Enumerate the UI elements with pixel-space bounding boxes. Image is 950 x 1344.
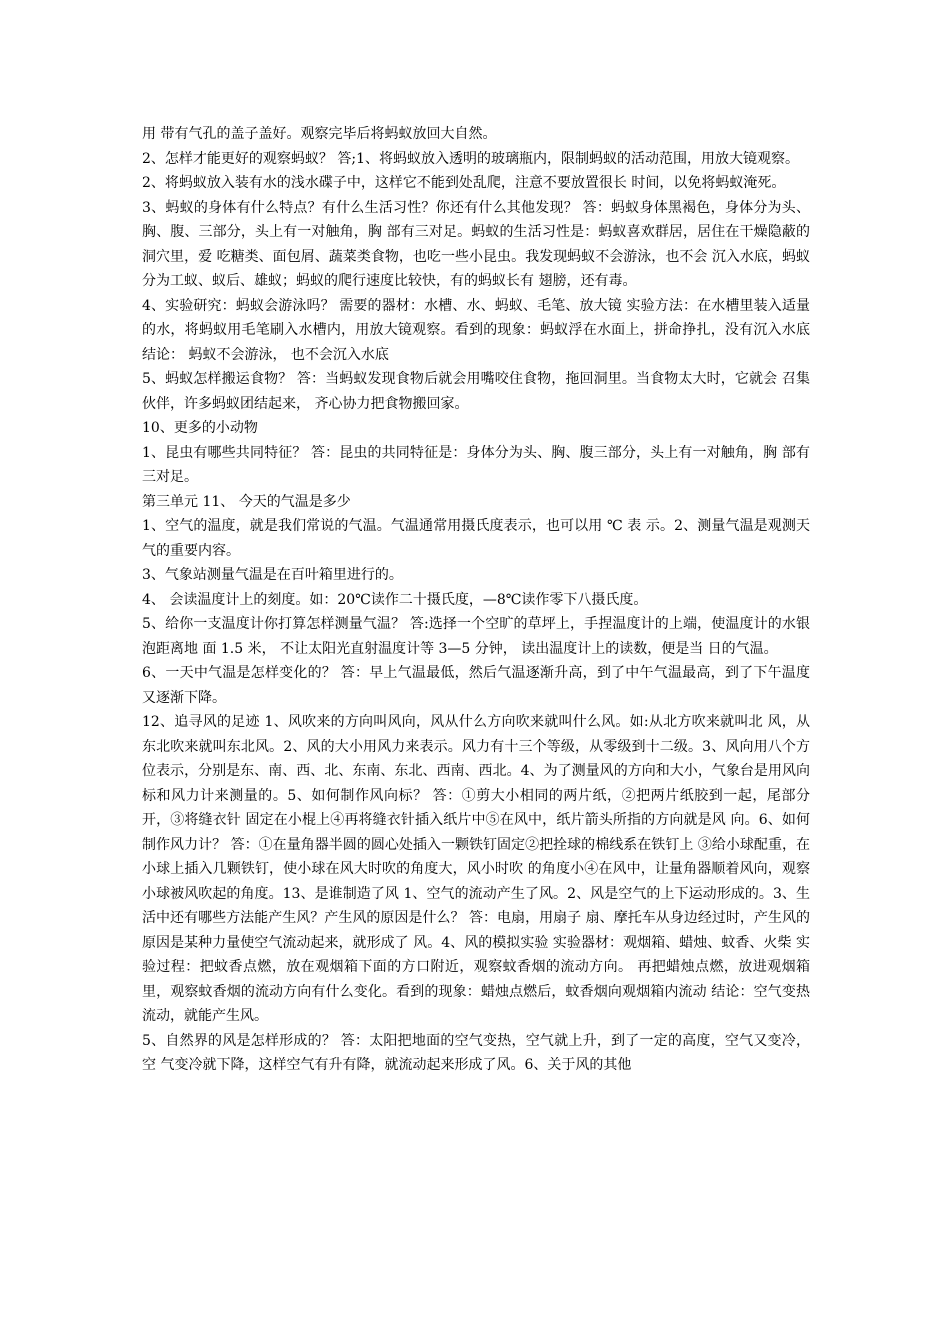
- paragraph: 5、给你一支温度计你打算怎样测量气温？ 答:选择一个空旷的草坪上，手捏温度计的上端，使温度计的水银泡距离地 面 1.5 米， 不让太阳光直射温度计等 3—5 分钟， 读出温度计上的读数，便是当 日的气温。: [142, 616, 810, 657]
- paragraph: 6、一天中气温是怎样变化的？ 答：早上气温最低，然后气温逐渐升高，到了中午气温最高，到了下午温度 又逐渐下降。: [142, 665, 810, 706]
- paragraph: 2、怎样才能更好的观察蚂蚁？ 答;1、将蚂蚁放入透明的玻璃瓶内，限制蚂蚁的活动范围，用放大镜观察。: [142, 150, 799, 167]
- document-body: [142, 122, 810, 1078]
- section-heading: 10、更多的小动物: [142, 420, 258, 436]
- paragraph: 用 带有气孔的盖子盖好。观察完毕后将蚂蚁放回大自然。: [142, 126, 497, 142]
- paragraph: 3、气象站测量气温是在百叶箱里进行的。: [142, 567, 403, 583]
- section-heading: 第三单元 11、 今天的气温是多少: [142, 493, 351, 510]
- paragraph: 5、自然界的风是怎样形成的？ 答：太阳把地面的空气变热，空气就上升，到了一定的高度，空气又变冷，空 气变冷就下降，这样空气有升有降，就流动起来形成了风。6、关于风的其他: [142, 1032, 810, 1073]
- paragraph: 4、实验研究：蚂蚁会游泳吗？ 需要的器材：水槽、水、蚂蚁、毛笔、放大镜 实验方法：在水槽里装入适量的水，将蚂蚁用毛笔刷入水槽内，用放大镜观察。看到的现象：蚂蚁浮在水面上，拼命挣扎，没有沉入水底 结论： 蚂蚁不会游泳， 也不会沉入水底: [142, 297, 810, 363]
- paragraph: 4、 会读温度计上的刻度。如：20℃读作二十摄氏度，—8℃读作零下八摄氏度。: [142, 591, 648, 608]
- paragraph: 1、昆虫有哪些共同特征？ 答：昆虫的共同特征是：身体分为头、胸、腹三部分，头上有一对触角，胸 部有三对足。: [142, 444, 810, 485]
- paragraph: 12、追寻风的足迹 1、风吹来的方向叫风向，风从什么方向吹来就叫什么风。如:从北方吹来就叫北 风，从东北吹来就叫东北风。2、风的大小用风力来表示。风力有十三个等级，从零级到十二级。3、风向用八个方位表示，分别是东、南、西、北、东南、东北、西南、西北。4、为了测量风的方向和大小，气象台是用风向标和风力计来测量的。5、如何制作风向标？ 答：①剪大小相同的两片纸，②把两片纸胶到一起，尾部分开，③将缝衣针 固定在小棍上④再将缝衣针插入纸片中⑤在风中，纸片箭头所指的方向就是风 向。6、如何制作风力计？ 答：①在量角器半圆的圆心处插入一颗铁钉固定②把拴球的棉线系在铁钉上 ③给小球配重，在小球上插入几颗铁钉，使小球在风大时吹的角度大，风小时吹 的角度小④在风中，让量角器顺着风向，观察小球被风吹起的角度。13、是谁制造了风 1、空气的流动产生了风。2、风是空气的上下运动形成的。3、生活中还有哪些方法能产生风？产生风的原因是什么？ 答：电扇，用扇子 扇、摩托车从身边经过时，产生风的原因是某种力量使空气流动起来，就形成了 风。4、风的模拟实验 实验器材：观烟箱、蜡烛、蚊香、火柴 实验过程：把蚊香点燃，放在观烟箱下面的方口附近，观察蚊香烟的流动方向。 再把蜡烛点燃，放进观烟箱里，观察蚊香烟的流动方向有什么变化。看到的现象：蜡烛点燃后，蚊香烟向观烟箱内流动 结论：空气变热流动，就能产生风。: [142, 714, 810, 1024]
- paragraph: 1、空气的温度，就是我们常说的气温。气温通常用摄氏度表示，也可以用 ℃ 表 示。2、测量气温是观测天气的重要内容。: [142, 518, 810, 559]
- paragraph: 3、蚂蚁的身体有什么特点？有什么生活习性？你还有什么其他发现？ 答：蚂蚁身体黑褐色，身体分为头、胸、腹、三部分，头上有一对触角，胸 部有三对足。蚂蚁的生活习性是：蚂蚁喜欢群居，居住在干燥隐蔽的洞穴里，爱 吃糖类、面包屑、蔬菜类食物，也吃一些小昆虫。我发现蚂蚁不会游泳，也不会 沉入水底，蚂蚁分为工蚁、蚁后、雄蚁；蚂蚁的爬行速度比较快，有的蚂蚁长有 翅膀，还有毒。: [142, 199, 810, 289]
- paragraph: 2、将蚂蚁放入装有水的浅水碟子中，这样它不能到处乱爬，注意不要放置很长 时间，以免将蚂蚁淹死。: [142, 175, 786, 191]
- paragraph: 5、蚂蚁怎样搬运食物？ 答：当蚂蚁发现食物后就会用嘴咬住食物，拖回洞里。当食物太大时，它就会 召集伙伴，许多蚂蚁团结起来， 齐心协力把食物搬回家。: [142, 371, 810, 412]
